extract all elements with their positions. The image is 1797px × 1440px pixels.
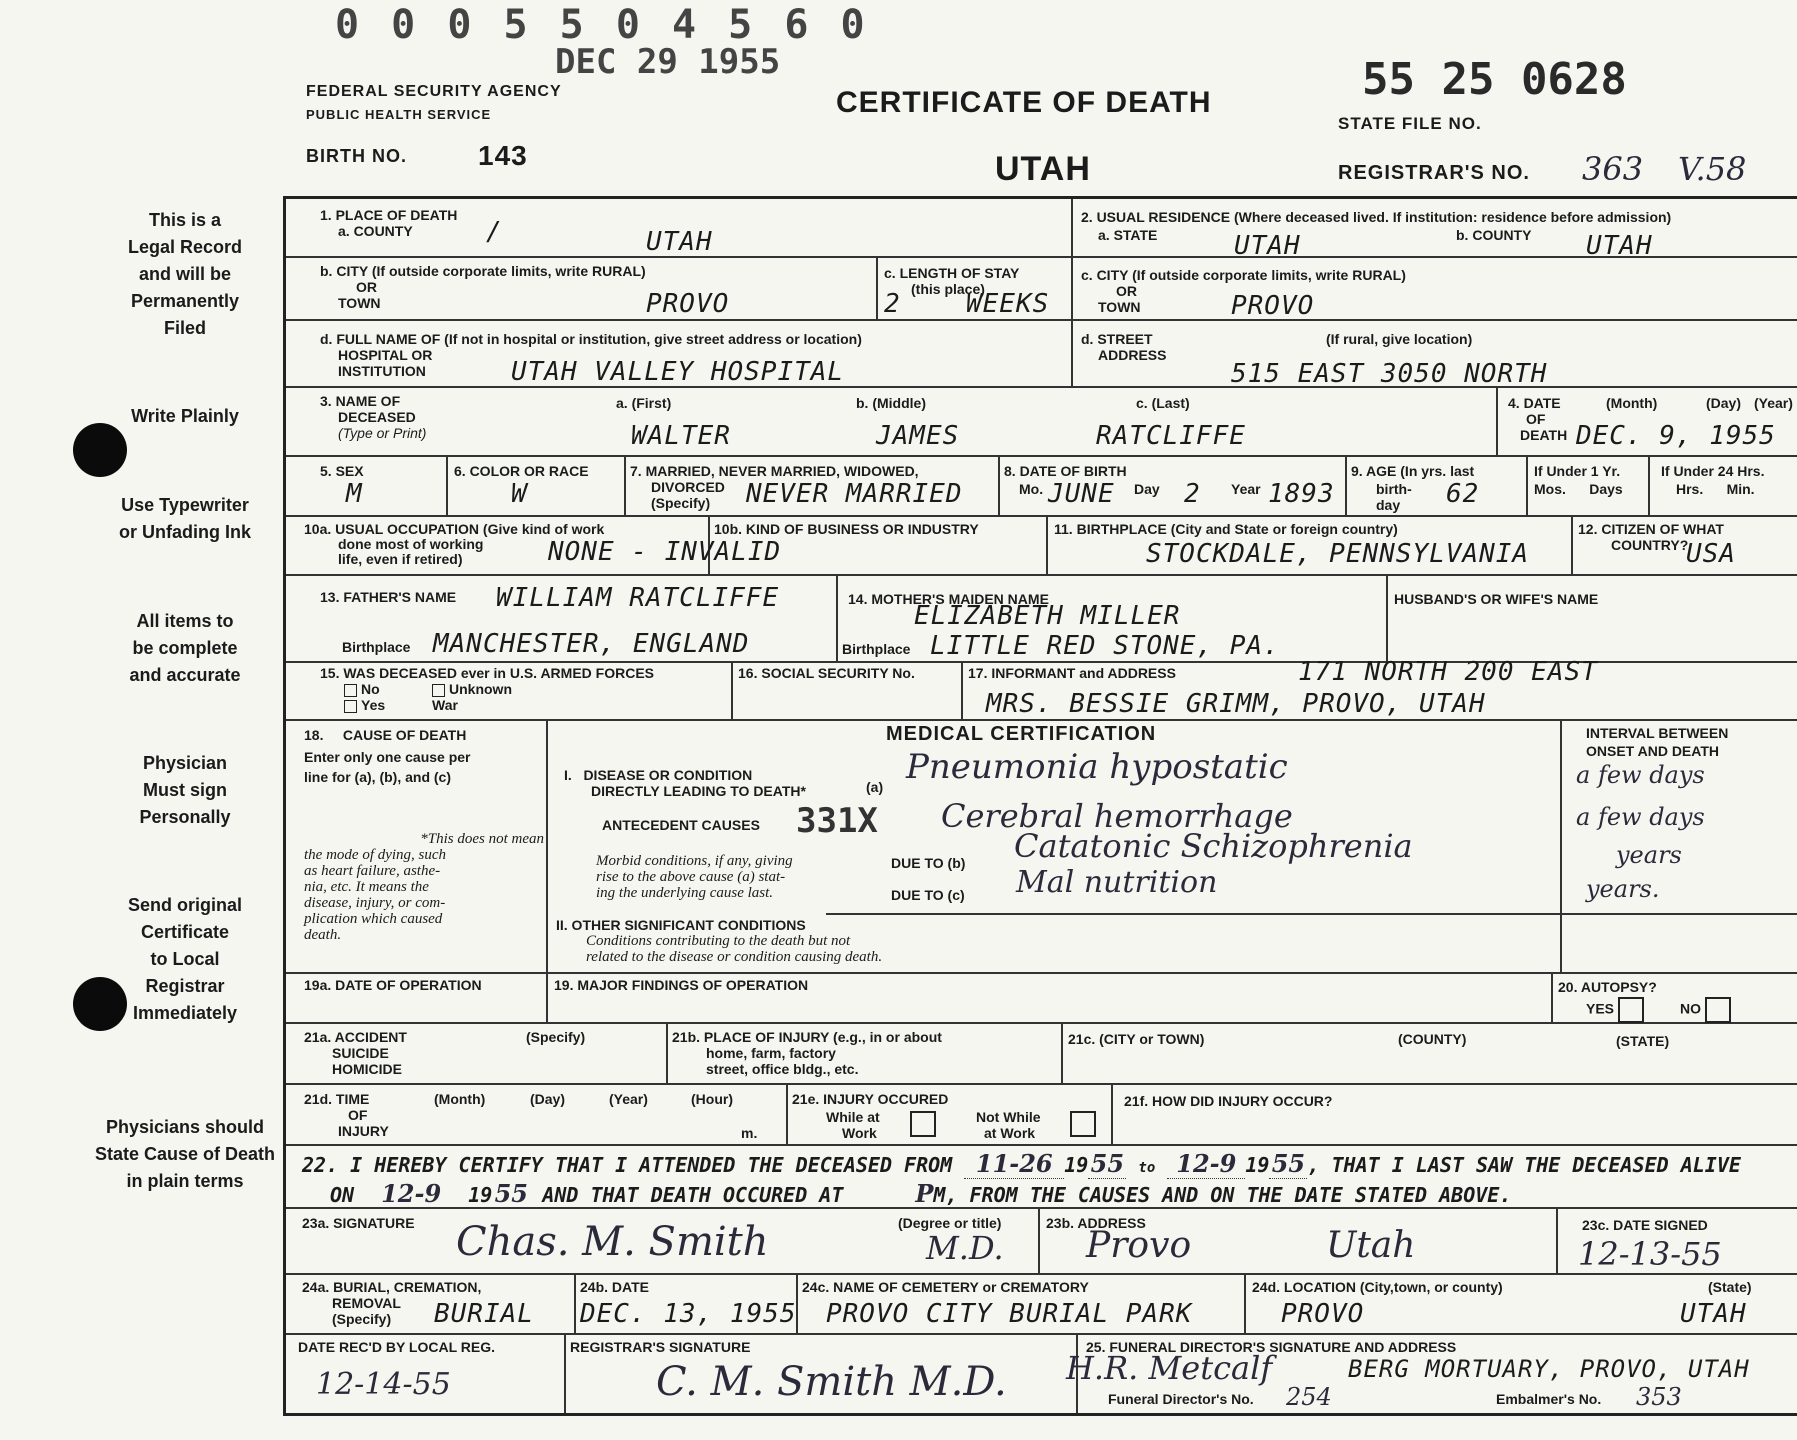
sidebar-write-plainly: Write Plainly [131, 406, 239, 426]
date-death-label: DEATH [1520, 427, 1568, 443]
date-of-death: DEC. 9, 1955 [1576, 421, 1776, 451]
homicide-label: HOMICIDE [332, 1061, 402, 1077]
occupation-value: NONE - INVALID [548, 537, 782, 567]
antecedent-label: ANTECEDENT CAUSES [602, 817, 760, 833]
birth-no-label: BIRTH NO. [306, 146, 407, 166]
rule [286, 1022, 1797, 1024]
degree-label: (Degree or title) [898, 1215, 1002, 1231]
while-at-work-option[interactable]: While at Work [826, 1109, 880, 1141]
residence-county: UTAH [1586, 231, 1653, 261]
burial-date: DEC. 13, 1955 [580, 1299, 797, 1329]
binder-hole-bottom [73, 977, 127, 1031]
sidebar-complete: All items to be complete and accurate [129, 611, 241, 685]
day-label: (Day) [1706, 395, 1742, 411]
rule [1386, 574, 1388, 661]
rule [1556, 1207, 1558, 1273]
institution-label: INSTITUTION [338, 363, 426, 379]
physician-state: Utah [1326, 1225, 1416, 1266]
rule [1071, 256, 1797, 258]
year-label: (Year) [1754, 395, 1793, 411]
if-rural-label: (If rural, give location) [1326, 331, 1473, 347]
interval-b: years [1616, 841, 1682, 869]
date-signed: 12-13-55 [1578, 1235, 1722, 1273]
informant-address: 171 NORTH 200 EAST [1298, 657, 1598, 687]
cemetery-name: PROVO CITY BURIAL PARK [826, 1299, 1193, 1329]
cemetery-label: 24c. NAME OF CEMETERY or CREMATORY [802, 1279, 1089, 1295]
mother-name: ELIZABETH MILLER [914, 601, 1181, 631]
rule [446, 455, 448, 515]
sex-value: M [346, 479, 363, 509]
attended-to-year: 55 [1271, 1149, 1306, 1178]
rule [546, 972, 548, 1022]
business-label: 10b. KIND OF BUSINESS OR INDUSTRY [714, 521, 979, 537]
county-of-death: UTAH [646, 227, 713, 257]
age-day-label: day [1376, 497, 1401, 513]
certification-line-2: ON 12-9 1955 AND THAT DEATH OCCURED AT PM, FROM THE CAUSES AND ON THE DATE STATED ABOVE. [330, 1179, 1512, 1208]
registrar-signature: C. M. Smith M.D. [656, 1359, 1007, 1405]
country-label: COUNTRY? [1611, 537, 1689, 553]
rule [286, 1144, 1797, 1146]
street-label: d. STREET [1081, 331, 1153, 347]
registrar-signature-label: REGISTRAR'S SIGNATURE [570, 1339, 751, 1355]
hrs-min-label: Hrs. Min. [1676, 481, 1755, 497]
deceased-label: DECEASED [338, 409, 416, 425]
funeral-home: BERG MORTUARY, PROVO, UTAH [1348, 1355, 1750, 1383]
burial-state: UTAH [1680, 1299, 1747, 1329]
divorced-label: DIVORCED [651, 479, 725, 495]
attended-from: 11-26 [975, 1149, 1053, 1178]
sidebar-physician: Physician Must sign Personally [139, 753, 231, 827]
under-24-label: If Under 24 Hrs. [1661, 463, 1765, 479]
rule [624, 455, 626, 515]
location-label: 24d. LOCATION (City,town, or county) [1252, 1279, 1503, 1295]
state-file-label: STATE FILE NO. [1338, 114, 1482, 133]
other-conditions-label: II. OTHER SIGNIFICANT CONDITIONS [556, 917, 806, 933]
name-of-label: 3. NAME OF [320, 393, 401, 409]
type-or-print-label: (Type or Print) [338, 425, 427, 441]
state-file-number: 55 25 0628 [1362, 54, 1627, 105]
injury-city-label: 21c. (CITY or TOWN) [1068, 1031, 1205, 1047]
usual-residence-label: 2. USUAL RESIDENCE (Where deceased lived. If institution: residence before admission) [1081, 209, 1672, 225]
rule [666, 1022, 668, 1083]
interval-antecedent: a few days [1576, 803, 1705, 831]
mos-days-label: Mos. Days [1534, 481, 1623, 497]
directly-label: DIRECTLY LEADING TO DEATH* [591, 783, 806, 799]
this-place-label: (this place) [911, 281, 985, 297]
date-received: 12-14-55 [316, 1367, 451, 1402]
not-while-at-work-checkbox[interactable] [1070, 1111, 1096, 1137]
funeral-director-label: 25. FUNERAL DIRECTOR'S SIGNATURE AND ADDRESS [1086, 1339, 1457, 1355]
father-birthplace-label: Birthplace [342, 639, 411, 655]
other-instruction: Conditions contributing to the death but not related to the disease or condition causing death. [586, 933, 883, 965]
stamp-date: DEC 29 1955 [555, 42, 781, 82]
rule [1111, 1083, 1113, 1144]
while-at-work-checkbox[interactable] [910, 1111, 936, 1137]
embalmer-no: 353 [1636, 1383, 1682, 1411]
rule [1496, 386, 1498, 455]
age-birth-label: birth- [1376, 481, 1412, 497]
removal-label: REMOVAL [332, 1295, 401, 1311]
rule [286, 719, 1797, 721]
autopsy-no-checkbox[interactable] [1705, 997, 1731, 1023]
autopsy-label: 20. AUTOPSY? [1558, 979, 1657, 995]
injury-county-label: (COUNTY) [1398, 1031, 1467, 1047]
burial-label: 24a. BURIAL, CREMATION, [302, 1279, 482, 1295]
time-of-injury-label: 21d. TIME [304, 1091, 370, 1107]
accident-label: 21a. ACCIDENT [304, 1029, 407, 1045]
last-label: c. (Last) [1136, 395, 1190, 411]
funeral-director-no-label: Funeral Director's No. [1108, 1391, 1254, 1407]
rule [286, 1083, 1797, 1085]
citizen-value: USA [1686, 539, 1736, 569]
rule [1071, 199, 1073, 386]
father-label: 13. FATHER'S NAME [320, 589, 457, 605]
race-label: 6. COLOR OR RACE [454, 463, 589, 479]
armed-unknown-option[interactable]: Unknown [432, 681, 512, 697]
cause-instruction-1: Enter only one cause per [304, 749, 471, 765]
informant-name: MRS. BESSIE GRIMM, PROVO, UTAH [986, 689, 1486, 719]
interval-a: a few days [1576, 761, 1705, 789]
armed-yes-option[interactable]: Yes [344, 697, 385, 713]
sidebar-plain-terms: Physicians should State Cause of Death in plain terms [94, 1117, 276, 1191]
res-state-label: a. STATE [1098, 227, 1158, 243]
under-1-label: If Under 1 Yr. [1534, 463, 1621, 479]
dob-day-label: Day [1134, 481, 1160, 497]
age-label: 9. AGE (In yrs. last [1351, 463, 1475, 479]
cause-b: Catatonic Schizophrenia [1014, 827, 1413, 865]
occupation-label-2: done most of working [338, 536, 484, 552]
physician-signature: Chas. M. Smith [456, 1219, 769, 1265]
cause-a: Pneumonia hypostatic [906, 747, 1288, 787]
res-or-label: OR [1116, 283, 1137, 299]
place-of-death-label: 1. PLACE OF DEATH [320, 207, 458, 223]
last-seen-year: 55 [494, 1179, 528, 1208]
time-year-label: (Year) [609, 1091, 648, 1107]
birth-month: JUNE [1048, 479, 1115, 509]
first-label: a. (First) [616, 395, 672, 411]
rule [286, 574, 1797, 576]
dob-label: 8. DATE OF BIRTH [1004, 463, 1127, 479]
burial-specify-label: (Specify) [332, 1311, 392, 1327]
place-of-injury-label-3: street, office bldg., etc. [706, 1061, 859, 1077]
rule [876, 256, 878, 319]
city-label: b. CITY (If outside corporate limits, write RURAL) [320, 263, 646, 279]
morbid-instruction: Morbid conditions, if any, giving rise to the above cause (a) stat- ing the underlying cause last. [596, 853, 793, 901]
time-m-label: m. [741, 1125, 758, 1141]
attended-from-year: 55 [1090, 1149, 1125, 1178]
rule [286, 1333, 1797, 1335]
father-birthplace: MANCHESTER, ENGLAND [433, 629, 750, 659]
ssn-label: 16. SOCIAL SECURITY No. [738, 665, 915, 681]
length-of-stay-unit: WEEKS [966, 289, 1050, 319]
sidebar-legal-record: This is a Legal Record and will be Permanently Filed [127, 210, 243, 338]
state-name: UTAH [995, 150, 1091, 188]
state-24-label: (State) [1708, 1279, 1752, 1295]
residence-city: PROVO [1231, 291, 1315, 321]
rule [826, 913, 1797, 915]
specify-label: (Specify) [651, 495, 711, 511]
rule [836, 574, 838, 661]
last-name: RATCLIFFE [1096, 421, 1246, 451]
suicide-label: SUICIDE [332, 1045, 389, 1061]
certificate-form [283, 196, 1797, 1416]
binder-hole-top [73, 423, 127, 477]
a-marker: (a) [866, 779, 884, 795]
cause-code: 331X [796, 801, 878, 841]
rule [1526, 455, 1528, 515]
place-of-injury-label: 21b. PLACE OF INJURY (e.g., in or about [672, 1029, 942, 1045]
city-or-label: OR [356, 279, 377, 295]
father-name: WILLIAM RATCLIFFE [496, 583, 780, 613]
cause-note: *This does not mean the mode of dying, such as heart failure, asthe- nia, etc. It means the disease, injury, or com- plication which caused death. [304, 831, 544, 943]
occupation-label-3: life, even if retired) [338, 551, 463, 567]
mother-birthplace-label: Birthplace [842, 641, 911, 657]
rule [961, 661, 963, 719]
last-seen-date: 12-9 [381, 1179, 442, 1208]
medical-certification-title: MEDICAL CERTIFICATION [886, 723, 1157, 745]
res-county-label: b. COUNTY [1456, 227, 1532, 243]
armed-no-option[interactable]: No [344, 681, 380, 697]
injury-state-label: (STATE) [1616, 1033, 1670, 1049]
middle-label: b. (Middle) [856, 395, 926, 411]
rule [286, 319, 1797, 321]
marital-status: NEVER MARRIED [746, 479, 963, 509]
how-injury-label: 21f. HOW DID INJURY OCCUR? [1124, 1093, 1333, 1109]
due-to-c-label: DUE TO (c) [891, 887, 965, 903]
registrar-volume: V.58 [1678, 150, 1747, 188]
not-while-at-work-option[interactable]: Not While at Work [976, 1109, 1041, 1141]
length-of-stay-label: c. LENGTH OF STAY [884, 265, 1020, 281]
age-value: 62 [1446, 479, 1480, 509]
service-name: PUBLIC HEALTH SERVICE [306, 107, 492, 122]
embalmer-no-label: Embalmer's No. [1496, 1391, 1602, 1407]
hospital-label: d. FULL NAME OF (If not in hospital or institution, give street address or location) [320, 331, 862, 347]
rule [286, 1273, 1797, 1275]
due-to-b-label: DUE TO (b) [891, 855, 966, 871]
time-hour-label: (Hour) [691, 1091, 733, 1107]
war-label: War [432, 697, 458, 713]
county-mark: / [486, 217, 503, 247]
date-signed-label: 23c. DATE SIGNED [1582, 1217, 1708, 1233]
time-injury-label: INJURY [338, 1123, 389, 1139]
rule [1244, 1273, 1246, 1333]
rule [1551, 972, 1553, 1022]
sidebar-send-original: Send original Certificate to Local Registrar Immediately [127, 895, 242, 1023]
burial-date-label: 24b. DATE [580, 1279, 649, 1295]
rule [574, 1273, 576, 1333]
interval-label: INTERVAL BETWEEN [1586, 725, 1729, 741]
registrar-label: REGISTRAR'S NO. [1338, 162, 1530, 184]
rule [1345, 455, 1347, 515]
dob-year-label: Year [1231, 481, 1261, 497]
accident-specify-label: (Specify) [526, 1029, 586, 1045]
sidebar-typewriter: Use Typewriter or Unfading Ink [119, 495, 251, 542]
time-of-label: OF [348, 1107, 368, 1123]
autopsy-yes-checkbox[interactable] [1618, 997, 1644, 1023]
hospital-or-label: HOSPITAL OR [338, 347, 433, 363]
race-value: W [511, 479, 528, 509]
res-town-label: TOWN [1098, 299, 1141, 315]
registrar-number: 363 [1582, 150, 1644, 188]
rule [564, 1333, 566, 1413]
city-of-death: PROVO [646, 289, 730, 319]
address-23-label: 23b. ADDRESS [1046, 1215, 1146, 1231]
first-name: WALTER [631, 421, 731, 451]
death-time-ampm: P [915, 1179, 934, 1208]
married-label: 7. MARRIED, NEVER MARRIED, WIDOWED, [630, 463, 919, 479]
disease-label: I. DISEASE OR CONDITION [564, 767, 753, 783]
time-month-label: (Month) [434, 1091, 486, 1107]
physician-city: Provo [1086, 1225, 1192, 1266]
autopsy-no-option[interactable]: NO [1680, 997, 1731, 1023]
middle-name: JAMES [876, 421, 960, 451]
mother-birthplace: LITTLE RED STONE, PA. [930, 631, 1280, 661]
dob-mo-label: Mo. [1019, 481, 1044, 497]
spouse-label: HUSBAND'S OR WIFE'S NAME [1394, 591, 1599, 607]
birth-year: 1893 [1268, 479, 1335, 509]
address-label: ADDRESS [1098, 347, 1167, 363]
agency-name: FEDERAL SECURITY AGENCY [306, 83, 562, 100]
city-town-label: TOWN [338, 295, 381, 311]
mother-label: 14. MOTHER'S MAIDEN NAME [848, 591, 1049, 607]
rule [286, 455, 1797, 457]
armed-forces-label: 15. WAS DECEASED ever in U.S. ARMED FORCES [320, 665, 654, 681]
rule [731, 661, 733, 719]
cause-instruction-2: line for (a), (b), and (c) [304, 769, 451, 785]
funeral-director-signature: H.R. Metcalf [1066, 1349, 1273, 1387]
street-address: 515 EAST 3050 NORTH [1231, 359, 1548, 389]
rule [1038, 1207, 1040, 1273]
date-of-label: OF [1526, 411, 1546, 427]
rule [286, 972, 1797, 974]
birth-no: 143 [478, 140, 528, 171]
sex-label: 5. SEX [320, 463, 364, 479]
length-of-stay-number: 2 [884, 289, 901, 319]
res-city-label: c. CITY (If outside corporate limits, write RURAL) [1081, 267, 1406, 283]
stamp-number: 0 0 0 5 5 0 4 5 6 0 [335, 2, 869, 48]
attended-to: 12-9 [1176, 1149, 1237, 1178]
signature-label: 23a. SIGNATURE [302, 1215, 415, 1231]
citizen-label: 12. CITIZEN OF WHAT [1578, 521, 1724, 537]
birth-day: 2 [1184, 479, 1201, 509]
county-label: a. COUNTY [338, 223, 413, 239]
date-received-label: DATE REC'D BY LOCAL REG. [298, 1339, 496, 1355]
rule [1648, 455, 1650, 515]
no-checkbox[interactable] [344, 684, 357, 697]
operation-date-label: 19a. DATE OF OPERATION [304, 977, 482, 993]
rule [1061, 1022, 1063, 1083]
injury-occurred-label: 21e. INJURY OCCURED [792, 1091, 949, 1107]
hospital-name: UTAH VALLEY HOSPITAL [511, 357, 845, 387]
physician-degree: M.D. [926, 1229, 1004, 1267]
informant-label: 17. INFORMANT and ADDRESS [968, 665, 1176, 681]
rule [786, 1083, 788, 1144]
disposition: BURIAL [434, 1299, 534, 1329]
occupation-label: 10a. USUAL OCCUPATION (Give kind of work [304, 521, 605, 537]
yes-checkbox[interactable] [344, 700, 357, 713]
certification-line-1: 22. I HEREBY CERTIFY THAT I ATTENDED THE DECEASED FROM 11-26 1955 to 12-9 1955 , THAT I LAST SAW THE DECEASED ALIVE [302, 1149, 1741, 1178]
cause-c: Mal nutrition [1016, 865, 1218, 900]
birthplace-label: 11. BIRTHPLACE (City and State or foreign country) [1054, 521, 1398, 537]
residence-state: UTAH [1234, 231, 1301, 261]
rule [1560, 719, 1562, 972]
time-day-label: (Day) [530, 1091, 566, 1107]
unknown-checkbox[interactable] [432, 684, 445, 697]
rule [1046, 515, 1048, 574]
interval-c: years. [1586, 875, 1660, 903]
onset-label: ONSET AND DEATH [1586, 743, 1719, 759]
rule [998, 455, 1000, 515]
rule [1571, 515, 1573, 574]
cause-antecedent: Cerebral hemorrhage [941, 797, 1293, 835]
month-label: (Month) [1606, 395, 1658, 411]
document-title: CERTIFICATE OF DEATH [836, 86, 1212, 119]
birthplace-value: STOCKDALE, PENNSYLVANIA [1146, 539, 1530, 569]
funeral-director-no: 254 [1286, 1383, 1332, 1411]
date-of-death-label: 4. DATE [1508, 395, 1561, 411]
burial-location: PROVO [1281, 1299, 1365, 1329]
cause-label: 18. CAUSE OF DEATH [304, 727, 467, 743]
autopsy-yes-option[interactable]: YES [1586, 997, 1644, 1023]
findings-label: 19. MAJOR FINDINGS OF OPERATION [554, 977, 809, 993]
place-of-injury-label-2: home, farm, factory [706, 1045, 836, 1061]
